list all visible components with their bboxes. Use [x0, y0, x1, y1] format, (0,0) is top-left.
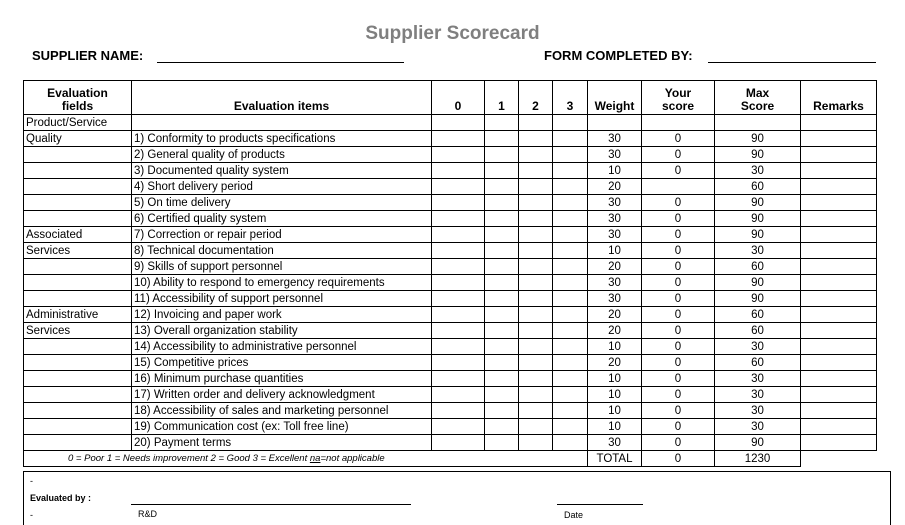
- score-1-cell[interactable]: [485, 323, 519, 339]
- score-1-cell[interactable]: [485, 259, 519, 275]
- score-3-cell[interactable]: [553, 403, 588, 419]
- col-evaluation-fields: Evaluation fields: [24, 81, 132, 115]
- score-1-cell[interactable]: [485, 419, 519, 435]
- score-2-cell[interactable]: [519, 275, 553, 291]
- your-score-cell: 0: [642, 435, 715, 451]
- score-1-cell[interactable]: [485, 371, 519, 387]
- evaluation-item-cell: 3) Documented quality system: [132, 163, 432, 179]
- score-3-cell[interactable]: [553, 355, 588, 371]
- your-score-cell: 0: [642, 355, 715, 371]
- your-score-cell: 0: [642, 403, 715, 419]
- evaluation-field-cell: [24, 371, 132, 387]
- weight-cell: 10: [588, 371, 642, 387]
- score-2-cell[interactable]: [519, 259, 553, 275]
- your-score-cell: [642, 115, 715, 131]
- legend-na: na: [309, 453, 321, 464]
- evaluation-item-cell: 5) On time delivery: [132, 195, 432, 211]
- footer-dash-1: -: [30, 476, 33, 486]
- your-score-cell: 0: [642, 419, 715, 435]
- score-1-cell[interactable]: [485, 115, 519, 131]
- score-2-cell[interactable]: [519, 179, 553, 195]
- score-3-cell[interactable]: [553, 163, 588, 179]
- score-1-cell[interactable]: [485, 339, 519, 355]
- remarks-cell[interactable]: [801, 227, 877, 243]
- remarks-cell[interactable]: [801, 371, 877, 387]
- evaluation-item-cell: 14) Accessibility to administrative personnel: [132, 339, 432, 355]
- remarks-cell[interactable]: [801, 291, 877, 307]
- score-2-cell[interactable]: [519, 371, 553, 387]
- max-score-cell: 90: [715, 211, 801, 227]
- score-3-cell[interactable]: [553, 291, 588, 307]
- evaluation-field-cell: [24, 403, 132, 419]
- score-1-cell[interactable]: [485, 243, 519, 259]
- evaluation-item-cell: 16) Minimum purchase quantities: [132, 371, 432, 387]
- score-2-cell[interactable]: [519, 243, 553, 259]
- score-2-cell[interactable]: [519, 195, 553, 211]
- score-3-cell[interactable]: [553, 307, 588, 323]
- score-3-cell[interactable]: [553, 387, 588, 403]
- col-weight: Weight: [588, 81, 642, 115]
- your-score-cell: 0: [642, 259, 715, 275]
- evaluation-field-cell: [24, 147, 132, 163]
- your-score-cell: 0: [642, 291, 715, 307]
- evaluation-item-cell: 2) General quality of products: [132, 147, 432, 163]
- col-max-score: Max Score: [715, 81, 801, 115]
- score-0-cell[interactable]: [432, 403, 485, 419]
- footer-section: [23, 471, 891, 525]
- total-your-score: 0: [642, 451, 715, 467]
- evaluation-field-cell: Services: [24, 243, 132, 259]
- weight-cell: 10: [588, 403, 642, 419]
- score-0-cell[interactable]: [432, 243, 485, 259]
- weight-cell: 20: [588, 355, 642, 371]
- score-0-cell[interactable]: [432, 131, 485, 147]
- score-3-cell[interactable]: [553, 371, 588, 387]
- table-row: [24, 195, 877, 211]
- remarks-cell[interactable]: [801, 195, 877, 211]
- max-score-cell: [715, 115, 801, 131]
- remarks-cell[interactable]: [801, 275, 877, 291]
- score-0-cell[interactable]: [432, 323, 485, 339]
- table-row: [24, 211, 877, 227]
- evaluated-by-field[interactable]: [131, 504, 411, 505]
- score-3-cell[interactable]: [553, 435, 588, 451]
- your-score-cell: 0: [642, 307, 715, 323]
- table-row: [24, 115, 877, 131]
- score-2-cell[interactable]: [519, 419, 553, 435]
- score-2-cell[interactable]: [519, 323, 553, 339]
- evaluation-item-cell: 10) Ability to respond to emergency requirements: [132, 275, 432, 291]
- score-0-cell[interactable]: [432, 371, 485, 387]
- evaluation-field-cell: Quality: [24, 131, 132, 147]
- table-row: [24, 323, 877, 339]
- evaluation-field-cell: Associated: [24, 227, 132, 243]
- score-3-cell[interactable]: [553, 227, 588, 243]
- evaluation-field-cell: [24, 275, 132, 291]
- weight-cell: 30: [588, 147, 642, 163]
- score-2-cell[interactable]: [519, 403, 553, 419]
- score-2-cell[interactable]: [519, 163, 553, 179]
- total-label: TOTAL: [588, 451, 642, 467]
- remarks-cell[interactable]: [801, 163, 877, 179]
- your-score-cell: 0: [642, 387, 715, 403]
- max-score-cell: 90: [715, 131, 801, 147]
- legend-text: 0 = Poor 1 = Needs improvement 2 = Good 3 = Excellent: [68, 453, 310, 464]
- evaluation-field-cell: [24, 435, 132, 451]
- weight-cell: 10: [588, 339, 642, 355]
- table-row: [24, 227, 877, 243]
- your-score-cell: 0: [642, 371, 715, 387]
- score-0-cell[interactable]: [432, 179, 485, 195]
- weight-cell: 20: [588, 179, 642, 195]
- form-completed-by-field[interactable]: [708, 62, 876, 63]
- col-score-2: 2: [519, 81, 553, 115]
- score-0-cell[interactable]: [432, 355, 485, 371]
- weight-cell: 30: [588, 435, 642, 451]
- max-score-cell: 30: [715, 371, 801, 387]
- table-row: [24, 275, 877, 291]
- score-1-cell[interactable]: [485, 291, 519, 307]
- max-score-cell: 60: [715, 355, 801, 371]
- evaluation-item-cell: 19) Communication cost (ex: Toll free line): [132, 419, 432, 435]
- max-score-cell: 90: [715, 275, 801, 291]
- evaluation-field-cell: [24, 259, 132, 275]
- score-1-cell[interactable]: [485, 387, 519, 403]
- table-row: [24, 355, 877, 371]
- table-row: [24, 131, 877, 147]
- table-row: [24, 435, 877, 451]
- weight-cell: 10: [588, 387, 642, 403]
- table-row: [24, 403, 877, 419]
- score-2-cell[interactable]: [519, 307, 553, 323]
- col-score-3: 3: [553, 81, 588, 115]
- score-2-cell[interactable]: [519, 435, 553, 451]
- score-0-cell[interactable]: [432, 307, 485, 323]
- evaluation-item-cell: 6) Certified quality system: [132, 211, 432, 227]
- max-score-cell: 30: [715, 403, 801, 419]
- max-score-cell: 60: [715, 179, 801, 195]
- col-evaluation-items: Evaluation items: [132, 81, 432, 115]
- score-3-cell[interactable]: [553, 419, 588, 435]
- score-0-cell[interactable]: [432, 211, 485, 227]
- evaluation-field-cell: [24, 179, 132, 195]
- score-0-cell[interactable]: [432, 195, 485, 211]
- score-2-cell[interactable]: [519, 291, 553, 307]
- table-row: [24, 163, 877, 179]
- score-2-cell[interactable]: [519, 339, 553, 355]
- weight-cell: 20: [588, 323, 642, 339]
- evaluation-field-cell: [24, 387, 132, 403]
- remarks-cell[interactable]: [801, 307, 877, 323]
- rd-label: R&D: [138, 509, 158, 519]
- weight-cell: 10: [588, 243, 642, 259]
- score-1-cell[interactable]: [485, 195, 519, 211]
- score-3-cell[interactable]: [553, 195, 588, 211]
- score-1-cell[interactable]: [485, 179, 519, 195]
- evaluation-item-cell: 4) Short delivery period: [132, 179, 432, 195]
- weight-cell: 30: [588, 291, 642, 307]
- score-0-cell[interactable]: [432, 291, 485, 307]
- score-1-cell[interactable]: [485, 227, 519, 243]
- score-1-cell[interactable]: [485, 131, 519, 147]
- evaluation-item-cell: 13) Overall organization stability: [132, 323, 432, 339]
- score-0-cell[interactable]: [432, 163, 485, 179]
- score-1-cell[interactable]: [485, 355, 519, 371]
- supplier-name-label: SUPPLIER NAME:: [32, 48, 144, 63]
- score-3-cell[interactable]: [553, 131, 588, 147]
- max-score-cell: 30: [715, 243, 801, 259]
- your-score-cell: 0: [642, 323, 715, 339]
- score-1-cell[interactable]: [485, 307, 519, 323]
- date-label: Date: [564, 510, 584, 520]
- score-2-cell[interactable]: [519, 115, 553, 131]
- your-score-cell: 0: [642, 339, 715, 355]
- score-2-cell[interactable]: [519, 387, 553, 403]
- evaluation-item-cell: 7) Correction or repair period: [132, 227, 432, 243]
- max-score-cell: 90: [715, 195, 801, 211]
- score-2-cell[interactable]: [519, 131, 553, 147]
- remarks-cell[interactable]: [801, 355, 877, 371]
- score-0-cell[interactable]: [432, 275, 485, 291]
- evaluation-field-cell: Administrative: [24, 307, 132, 323]
- score-0-cell[interactable]: [432, 259, 485, 275]
- score-0-cell[interactable]: [432, 419, 485, 435]
- table-row: [24, 387, 877, 403]
- score-2-cell[interactable]: [519, 211, 553, 227]
- evaluation-field-cell: [24, 291, 132, 307]
- score-0-cell[interactable]: [432, 339, 485, 355]
- table-row: [24, 243, 877, 259]
- your-score-cell: 0: [642, 275, 715, 291]
- remarks-cell[interactable]: [801, 211, 877, 227]
- max-score-cell: 30: [715, 387, 801, 403]
- total-remarks-empty: [801, 451, 877, 467]
- your-score-cell: 0: [642, 131, 715, 147]
- score-0-cell[interactable]: [432, 227, 485, 243]
- score-2-cell[interactable]: [519, 227, 553, 243]
- supplier-name-field[interactable]: [157, 62, 404, 63]
- evaluated-by-label: Evaluated by :: [30, 493, 92, 503]
- form-completed-by-label: FORM COMPLETED BY:: [544, 48, 693, 63]
- evaluation-field-cell: [24, 163, 132, 179]
- footer-dash-2: -: [30, 510, 33, 520]
- table-row: [24, 307, 877, 323]
- form-title: Supplier Scorecard: [365, 23, 540, 44]
- max-score-cell: 90: [715, 291, 801, 307]
- score-0-cell[interactable]: [432, 147, 485, 163]
- legend-cell: [24, 451, 588, 467]
- col-score-1: 1: [485, 81, 519, 115]
- score-1-cell[interactable]: [485, 211, 519, 227]
- evaluation-item-cell: 20) Payment terms: [132, 435, 432, 451]
- remarks-cell[interactable]: [801, 131, 877, 147]
- table-header-row: [24, 81, 877, 115]
- max-score-cell: 60: [715, 307, 801, 323]
- remarks-cell[interactable]: [801, 419, 877, 435]
- evaluation-field-cell: [24, 211, 132, 227]
- score-1-cell[interactable]: [485, 435, 519, 451]
- evaluation-item-cell: 18) Accessibility of sales and marketing personnel: [132, 403, 432, 419]
- evaluation-item-cell: 17) Written order and delivery acknowledgment: [132, 387, 432, 403]
- table-row: [24, 179, 877, 195]
- table-row: [24, 339, 877, 355]
- evaluation-item-cell: [132, 115, 432, 131]
- date-field[interactable]: [557, 504, 643, 505]
- score-0-cell[interactable]: [432, 115, 485, 131]
- your-score-cell: [642, 179, 715, 195]
- score-3-cell[interactable]: [553, 243, 588, 259]
- weight-cell: 10: [588, 163, 642, 179]
- weight-cell: 30: [588, 211, 642, 227]
- evaluation-field-cell: [24, 339, 132, 355]
- score-1-cell[interactable]: [485, 403, 519, 419]
- score-1-cell[interactable]: [485, 147, 519, 163]
- remarks-cell[interactable]: [801, 323, 877, 339]
- your-score-cell: 0: [642, 195, 715, 211]
- max-score-cell: 90: [715, 435, 801, 451]
- evaluation-item-cell: 1) Conformity to products specifications: [132, 131, 432, 147]
- evaluation-item-cell: 9) Skills of support personnel: [132, 259, 432, 275]
- max-score-cell: 30: [715, 419, 801, 435]
- col-score-0: 0: [432, 81, 485, 115]
- weight-cell: 20: [588, 259, 642, 275]
- evaluation-item-cell: 11) Accessibility of support personnel: [132, 291, 432, 307]
- total-row: [24, 451, 877, 467]
- score-3-cell[interactable]: [553, 323, 588, 339]
- weight-cell: [588, 115, 642, 131]
- evaluation-field-cell: Product/Service: [24, 115, 132, 131]
- col-your-score: Your score: [642, 81, 715, 115]
- remarks-cell[interactable]: [801, 147, 877, 163]
- your-score-cell: 0: [642, 163, 715, 179]
- score-3-cell[interactable]: [553, 147, 588, 163]
- score-3-cell[interactable]: [553, 259, 588, 275]
- score-3-cell[interactable]: [553, 339, 588, 355]
- weight-cell: 30: [588, 195, 642, 211]
- evaluation-field-cell: [24, 355, 132, 371]
- max-score-cell: 30: [715, 339, 801, 355]
- max-score-cell: 90: [715, 147, 801, 163]
- weight-cell: 20: [588, 307, 642, 323]
- table-row: [24, 259, 877, 275]
- weight-cell: 30: [588, 227, 642, 243]
- score-2-cell[interactable]: [519, 147, 553, 163]
- max-score-cell: 90: [715, 227, 801, 243]
- max-score-cell: 30: [715, 163, 801, 179]
- score-0-cell[interactable]: [432, 435, 485, 451]
- score-3-cell[interactable]: [553, 275, 588, 291]
- score-3-cell[interactable]: [553, 115, 588, 131]
- score-1-cell[interactable]: [485, 163, 519, 179]
- remarks-cell[interactable]: [801, 259, 877, 275]
- table-row: [24, 419, 877, 435]
- col-remarks: Remarks: [801, 81, 877, 115]
- weight-cell: 10: [588, 419, 642, 435]
- evaluation-field-cell: Services: [24, 323, 132, 339]
- your-score-cell: 0: [642, 147, 715, 163]
- scorecard-table: [23, 80, 877, 467]
- score-2-cell[interactable]: [519, 355, 553, 371]
- score-0-cell[interactable]: [432, 387, 485, 403]
- table-row: [24, 291, 877, 307]
- your-score-cell: 0: [642, 227, 715, 243]
- evaluation-field-cell: [24, 195, 132, 211]
- weight-cell: 30: [588, 131, 642, 147]
- your-score-cell: 0: [642, 211, 715, 227]
- remarks-cell[interactable]: [801, 243, 877, 259]
- table-row: [24, 147, 877, 163]
- table-row: [24, 371, 877, 387]
- evaluation-item-cell: 12) Invoicing and paper work: [132, 307, 432, 323]
- score-3-cell[interactable]: [553, 211, 588, 227]
- legend-tail: =not applicable: [320, 453, 385, 464]
- score-3-cell[interactable]: [553, 179, 588, 195]
- total-max-score: 1230: [715, 451, 801, 467]
- remarks-cell[interactable]: [801, 179, 877, 195]
- remarks-cell[interactable]: [801, 115, 877, 131]
- remarks-cell[interactable]: [801, 387, 877, 403]
- evaluation-field-cell: [24, 419, 132, 435]
- evaluation-item-cell: 15) Competitive prices: [132, 355, 432, 371]
- weight-cell: 30: [588, 275, 642, 291]
- evaluation-item-cell: 8) Technical documentation: [132, 243, 432, 259]
- remarks-cell[interactable]: [801, 339, 877, 355]
- max-score-cell: 60: [715, 323, 801, 339]
- score-1-cell[interactable]: [485, 275, 519, 291]
- remarks-cell[interactable]: [801, 435, 877, 451]
- your-score-cell: 0: [642, 243, 715, 259]
- remarks-cell[interactable]: [801, 403, 877, 419]
- max-score-cell: 60: [715, 259, 801, 275]
